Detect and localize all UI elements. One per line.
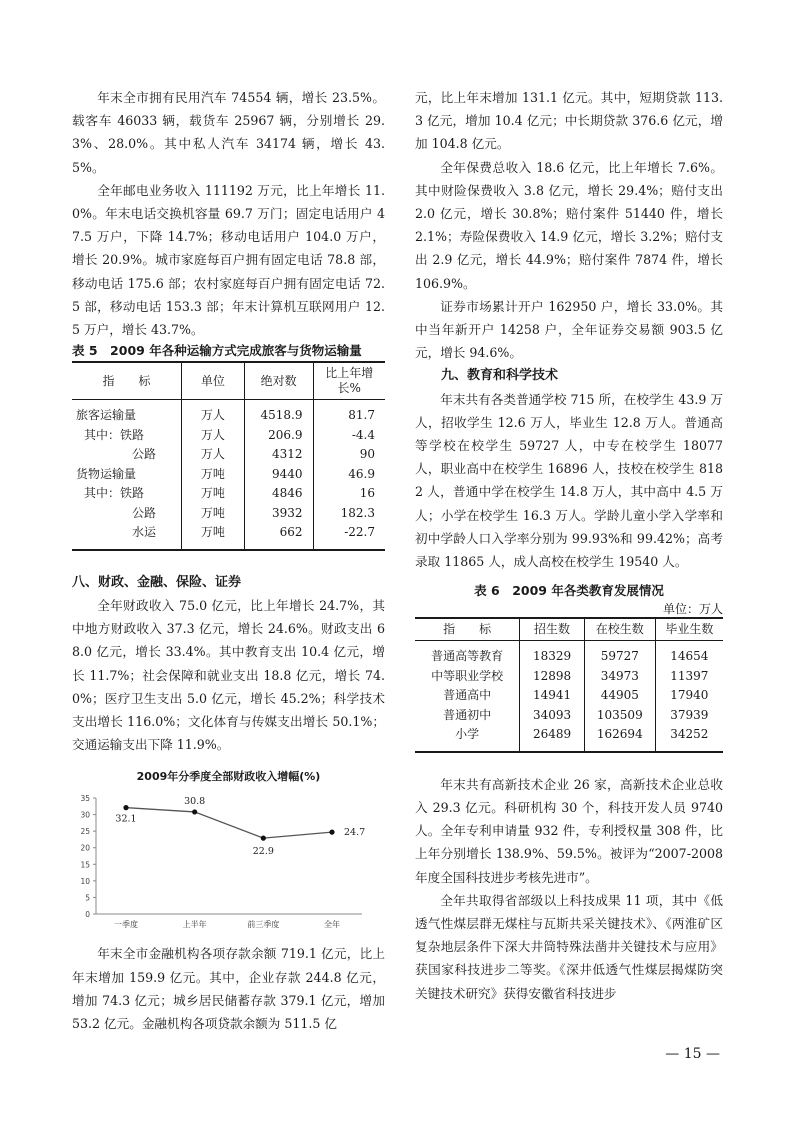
data-point <box>123 805 128 810</box>
table-cell: 34252 <box>670 727 709 742</box>
paragraph-achievements: 全年共取得省部级以上科技成果 11 项，其中《低透气性煤层群无煤柱与瓦斯共采关键技术》、《两淮矿区复杂地层条件下深大井筒特殊法凿井关键技术与应用》获国家科技进步二等奖。《深井低透气性煤层揭煤防突关键技术研究》获得安徽省科技进步 <box>415 892 723 1001</box>
y-tick-label: 15 <box>80 860 90 870</box>
table-cell: 90 <box>359 447 375 462</box>
table-cell: 34093 <box>520 706 585 726</box>
table-row <box>72 484 385 504</box>
paragraph-hightech: 年末共有高新技术企业 26 家，高新技术企业总收入 29.3 亿元。科研机构 30 个，科技开发人员 9740 人。全年专利申请量 932 件，专利授权量 308 件，比上年分别增长 138.9%、59.5%。被评为“2007-2008 年度全国科技进步考核先进市”。 <box>415 776 723 885</box>
table-cell: -22.7 <box>344 525 375 540</box>
y-tick-label: 0 <box>85 910 90 920</box>
table6-header-students: 在校生数 <box>584 618 655 641</box>
y-tick-label: 5 <box>85 893 90 903</box>
table-cell: 44905 <box>584 686 655 706</box>
data-label: 24.7 <box>344 827 366 839</box>
table-cell: 103509 <box>584 706 655 726</box>
table-row <box>415 667 723 687</box>
data-point <box>329 830 334 835</box>
x-tick-label: 一季度 <box>114 920 138 930</box>
table5-header-value: 绝对数 <box>244 362 313 400</box>
table-cell: 普通高中 <box>415 686 520 706</box>
table6-unit: 单位：万人 <box>662 602 723 617</box>
paragraph-securities: 证券市场累计开户 162950 户，增长 33.0%。其中当年新开户 14258 户，全年证券交易额 903.5 亿元，增长 94.6%。 <box>415 298 723 361</box>
table-cell: 小学 <box>415 725 520 752</box>
table-cell: 万人 <box>182 445 245 465</box>
table5-caption: 表 5 2009 年各种运输方式完成旅客与货物运输量 <box>72 343 362 359</box>
table-cell: 46.9 <box>348 466 375 481</box>
section8-heading: 八、财政、金融、保险、证券 <box>72 574 242 590</box>
table-cell: -4.4 <box>351 427 375 442</box>
x-tick-label: 上半年 <box>182 920 207 930</box>
table-cell: 公路 <box>72 445 182 465</box>
data-label: 22.9 <box>252 846 274 858</box>
table-row <box>72 465 385 485</box>
table-cell: 26489 <box>520 725 585 752</box>
table-cell: 其中：铁路 <box>72 426 182 446</box>
table-cell: 4846 <box>244 484 313 504</box>
table-cell: 万吨 <box>182 484 245 504</box>
table-cell: 37939 <box>670 707 709 722</box>
paragraph-loans: 元，比上年末增加 131.1 亿元。其中，短期贷款 113.3 亿元，增加 10.4 亿元；中长期贷款 376.6 亿元，增加 104.8 亿元。 <box>415 90 723 152</box>
table-cell: 16 <box>359 486 375 501</box>
table-row <box>415 641 723 667</box>
table-cell: 12898 <box>520 667 585 687</box>
table-cell: 水运 <box>72 523 182 550</box>
chart-figure <box>72 768 385 930</box>
table-cell: 3932 <box>244 504 313 524</box>
chart-plot <box>72 790 385 930</box>
y-tick-label: 25 <box>80 827 90 837</box>
table-cell: 14654 <box>670 649 709 664</box>
right-column <box>415 86 723 1005</box>
y-tick-label: 20 <box>80 844 90 854</box>
table-row <box>415 686 723 706</box>
table-cell: 万吨 <box>182 523 245 550</box>
x-tick-label: 全年 <box>324 920 340 930</box>
table-cell: 182.3 <box>340 505 375 520</box>
table-cell: 4518.9 <box>244 400 313 426</box>
table-cell: 万人 <box>182 400 245 426</box>
table-cell: 普通初中 <box>415 706 520 726</box>
y-tick-label: 30 <box>80 810 90 820</box>
table-row <box>72 523 385 550</box>
table-cell: 662 <box>244 523 313 550</box>
table-cell: 万吨 <box>182 504 245 524</box>
table-cell: 其中：铁路 <box>72 484 182 504</box>
table6-header-graduates: 毕业生数 <box>655 618 723 641</box>
table-row <box>72 504 385 524</box>
chart-svg <box>72 790 372 930</box>
table-cell: 旅客运输量 <box>72 400 182 426</box>
table-cell: 34973 <box>584 667 655 687</box>
section9-heading: 九、教育和科学技术 <box>441 368 559 384</box>
table-cell: 18329 <box>520 641 585 667</box>
table-cell: 中等职业学校 <box>415 667 520 687</box>
table-cell: 14941 <box>520 686 585 706</box>
chart-title: 2009年分季度全部财政收入增幅(%) <box>136 770 321 784</box>
table6-caption: 表 6 2009 年各类教育发展情况 <box>474 583 664 599</box>
paragraph-finance: 全年财政收入 75.0 亿元，比上年增长 24.7%，其中地方财政收入 37.3 亿元，增长 24.6%。财政支出 68.0 亿元，增长 33.4%。其中教育支出 10.4 亿元，增长 11.7%；社会保障和就业支出 18.8 亿元，增长 74.0%；医疗卫生支出 5.0 亿元，增长 45.2%；科学技术支出增长 116.0%；文化体育与传媒支出增长 50.1%；交通运输支出下降 11.9%。 <box>72 597 385 753</box>
table-cell: 17940 <box>670 688 709 703</box>
table-row <box>415 725 723 752</box>
data-point <box>261 836 266 841</box>
y-tick-label: 35 <box>80 794 90 804</box>
table-cell: 206.9 <box>244 426 313 446</box>
series-line <box>126 808 332 838</box>
table-row <box>415 706 723 726</box>
table-row <box>72 400 385 426</box>
left-column <box>72 86 385 1035</box>
data-point <box>192 810 197 815</box>
table5-header-indicator: 指 标 <box>72 362 182 400</box>
table-cell: 81.7 <box>348 408 375 423</box>
table-cell: 万吨 <box>182 465 245 485</box>
data-label: 30.8 <box>184 796 206 808</box>
table-row <box>72 445 385 465</box>
table6-education <box>415 617 723 753</box>
paragraph-vehicles: 年末全市拥有民用汽车 74554 辆，增长 23.5%。载客车 46033 辆，载货车 25967 辆，分别增长 29.3%、28.0%。其中私人汽车 34174 辆，增长 43.5%。 <box>72 90 385 175</box>
table-cell: 4312 <box>244 445 313 465</box>
table6-header-indicator: 指 标 <box>415 618 520 641</box>
table6-header-enrolled: 招生数 <box>520 618 585 641</box>
table-cell: 9440 <box>244 465 313 485</box>
table5-header-unit: 单位 <box>182 362 245 400</box>
data-label: 32.1 <box>115 813 137 825</box>
paragraph-insurance: 全年保费总收入 18.6 亿元，比上年增长 7.6%。其中财险保费收入 3.8 亿元，增长 29.4%；赔付支出 2.0 亿元，增长 30.8%；赔付案件 51440 件，增长 2.1%；寿险保费收入 14.9 亿元，增长 3.2%；赔付支出 2.9 亿元，增长 44.9%；赔付案件 7874 件，增长 106.9%。 <box>415 159 723 291</box>
table-cell: 公路 <box>72 504 182 524</box>
table-row <box>72 426 385 446</box>
table-cell: 普通高等教育 <box>415 641 520 667</box>
page-number: — 15 — <box>665 1046 720 1062</box>
paragraph-deposits: 年末全市金融机构各项存款余额 719.1 亿元，比上年末增加 159.9 亿元。其中，企业存款 244.8 亿元，增加 74.3 亿元；城乡居民储蓄存款 379.1 亿元，增加 53.2 亿元。金融机构各项贷款余额为 511.5 亿 <box>72 946 385 1031</box>
table-cell: 162694 <box>584 725 655 752</box>
table-cell: 11397 <box>670 668 709 683</box>
y-tick-label: 10 <box>80 877 90 887</box>
table5-transport <box>72 361 385 551</box>
table5-header-growth: 比上年增长% <box>313 362 385 400</box>
x-tick-label: 前三季度 <box>247 920 280 930</box>
paragraph-telecom: 全年邮电业务收入 111192 万元，比上年增长 11.0%。年末电话交换机容量 69.7 万门；固定电话用户 47.5 万户，下降 14.7%；移动电话用户 104.0 万户，增长 20.9%。城市家庭每百户拥有固定电话 78.8 部，移动电话 175.6 部；农村家庭每百户拥有固定电话 72.5 部，移动电话 153.3 部；年末计算机互联网用户 12.5 万户，增长 43.7%。 <box>72 182 385 338</box>
paragraph-education: 年末共有各类普通学校 715 所，在校学生 43.9 万人，招收学生 12.6 万人，毕业生 12.8 万人。普通高等学校在校学生 59727 人，中专在校学生 18077 人，职业高中在校学生 16896 人，技校在校学生 8182 人，普通中学在校学生 14.8 万人，其中高中 4.5 万人；小学在校学生 16.3 万人。学龄儿童小学入学率和初中学龄人口入学率分别为 99.93%和 99.42%；高考录取 11865 人，成人高校在校学生 19540 人。 <box>415 391 723 570</box>
table-cell: 货物运输量 <box>72 465 182 485</box>
table-cell: 万人 <box>182 426 245 446</box>
table-cell: 59727 <box>584 641 655 667</box>
